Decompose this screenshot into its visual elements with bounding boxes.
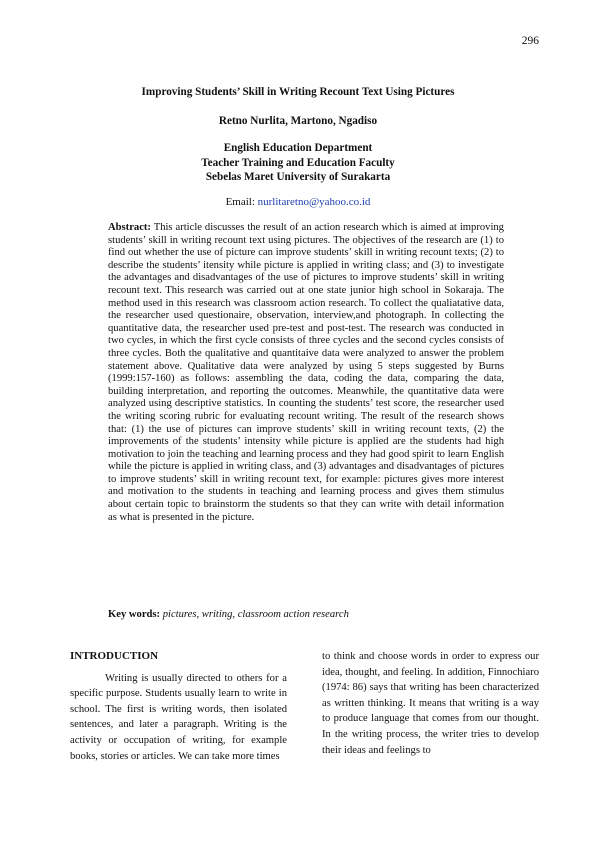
introduction-paragraph-left: Writing is usually directed to others for a specific purpose. Students usually learn to write in school. The first is writing words, then isolated sentences, and later a paragraph. Writing is the activity or occupation of writing, for example books, stories or articles. We can take more times xyxy=(70,672,287,762)
section-heading-introduction: INTRODUCTION xyxy=(70,650,159,662)
affiliation-faculty: Teacher Training and Education Faculty xyxy=(201,156,395,169)
right-column xyxy=(322,649,539,758)
abstract-paragraph xyxy=(108,222,504,524)
affiliation-department: English Education Department xyxy=(223,142,373,154)
left-column xyxy=(70,649,287,764)
abstract-text: This article discusses the result of an action research which is aimed at improving students’ skill in writing recount text using pictures. The objectives of the research are (1) to find out whether the use of picture can improve students’ skill in writing recount texts; (2) to describe the students’ itensity while picture is applied in writing class; and (3) to investigate the advantages and disadvantages of the use of pictures to improve students’ skill in writing recount text. This research was carried out at one state junior high school in Sokaraja. The method used in this research was classroom action research. To collect the qualiatative data, the researcher used questionaire, observation, interview,and photograph. In collecting the quantitative data, the researcher used pre-test and post-test. The research was conducted in two cycles, in which the first cycle consists of three cycles and the second cycles consists of three cycles. Both the qualitative and quantitaive data were analyzed to answer the problem statement above. Qualitative data were analyzed by using 5 steps suggested by Burns (1999:157-160) as follows: assembling the data, coding the data, comparing the data, building interpretation, and reporting the outcomes. Meanwhile, the quantitative data were analyzed using descriptive statistics. In counting the students’ test score, the researcher used the writing scoring rubric for evaluating recount writing. The result of the research shows that: (1) the use of pictures can improve students’ skill in writing recount texts, (2) the improvements of the students’ intensity while picture is applied are the students had high motivation to join the teaching and learning process and they had good spirit to learn English while the picture is applied in writing class, and (3) advantages and disadvantages of pictures to improve students’ skill in writing recount text, for example: pictures gives more interest and motivation to the students in teaching and learning process and gives them stimulus about certain topic to brainstorm the students so that they can write with detail information as what is presented in the picture. xyxy=(108,222,504,523)
keywords-label: Key words: xyxy=(108,609,161,620)
paper-title: Improving Students’ Skill in Writing Recount Text Using Pictures xyxy=(141,86,455,98)
email-label: Email: xyxy=(225,196,255,208)
page-number: 296 xyxy=(521,35,539,47)
introduction-paragraph-right: to think and choose words in order to express our idea, thought, and feeling. In addition, Finnochiaro (1974: 86) says that writing has been characterized as written thinking. It means that writing is a way to produce language that comes from our thought. In the writing process, the writer tries to develop their ideas and feelings to xyxy=(322,651,539,756)
email-link[interactable]: nurlitaretno@yahoo.co.id xyxy=(257,196,371,208)
affiliation-university: Sebelas Maret University of Surakarta xyxy=(205,171,391,183)
email-line xyxy=(0,196,596,208)
keywords-text: pictures, writing, classroom action research xyxy=(162,609,349,620)
abstract-label: Abstract: xyxy=(108,222,151,233)
keywords-line xyxy=(108,609,504,620)
author-list: Retno Nurlita, Martono, Ngadiso xyxy=(218,115,378,127)
affiliation-block xyxy=(0,141,596,185)
